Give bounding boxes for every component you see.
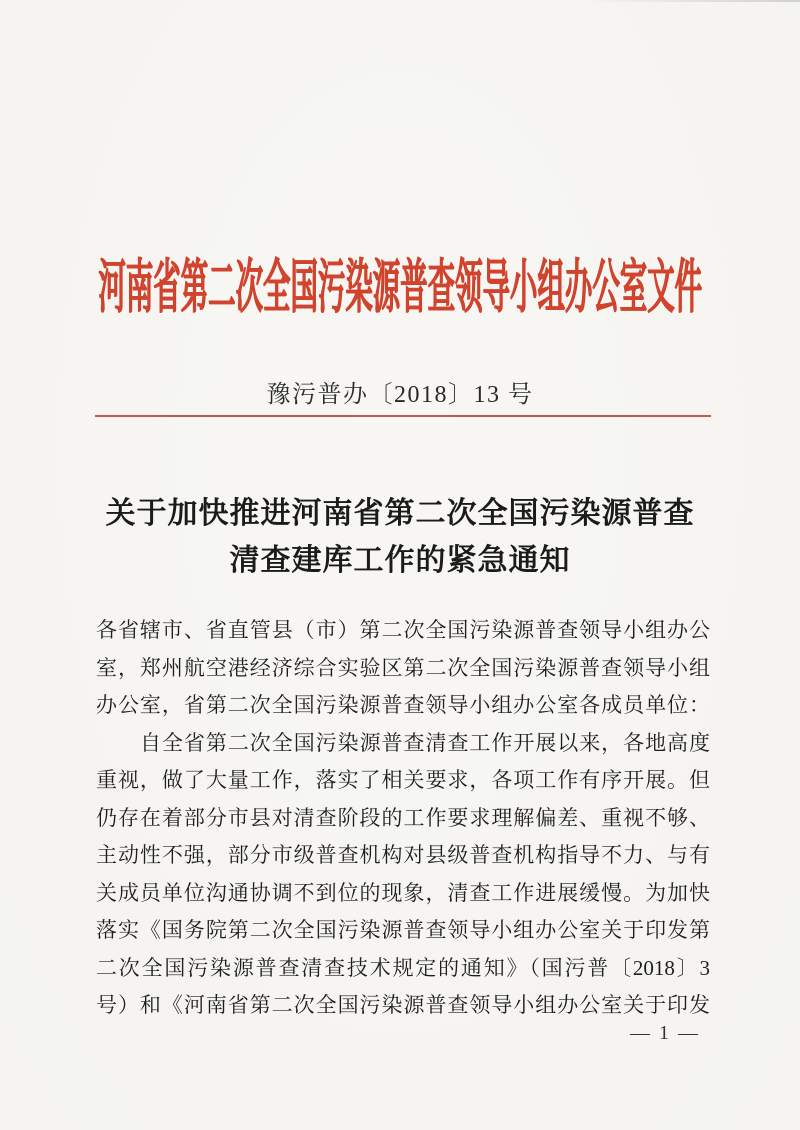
document-title-line-2: 清查建库工作的紧急通知	[229, 544, 571, 577]
red-divider-line	[95, 415, 711, 417]
document-title	[0, 490, 800, 584]
document-number: 豫污普办〔2018〕13 号	[266, 382, 534, 408]
body-line-3: 办公室，省第二次全国污染源普查领导小组办公室各成员单位：	[96, 693, 710, 717]
body-line-4: 自全省第二次全国污染源普查清查工作开展以来，各地高度	[140, 730, 710, 755]
scan-artifact-top-right	[580, 0, 800, 2]
body-line-10: 二次全国污染源普查清查技术规定的通知》（国污普〔2018〕3	[96, 955, 710, 980]
body-line-6: 仍存在着部分市县对清查阶段的工作要求理解偏差、重视不够、	[96, 805, 710, 830]
body-line-7: 主动性不强，部分市级普查机构对县级普查机构指导不力、与有	[96, 843, 710, 867]
body-line-5: 重视，做了大量工作，落实了相关要求，各项工作有序开展。但	[96, 768, 710, 792]
body-line-11: 号）和《河南省第二次全国污染源普查领导小组办公室关于印发	[96, 993, 710, 1017]
document-body	[96, 612, 710, 1025]
page-number: — 1 —	[630, 1022, 700, 1044]
document-title-line-1: 关于加快推进河南省第二次全国污染源普查	[105, 497, 695, 530]
body-line-8: 关成员单位沟通协调不到位的现象，清查工作进展缓慢。为加快	[96, 880, 710, 905]
agency-title: 河南省第二次全国污染源普查领导小组办公室文件	[98, 256, 702, 322]
body-line-2: 室，郑州航空港经济综合实验区第二次全国污染源普查领导小组	[96, 655, 710, 680]
body-line-1: 各省辖市、省直管县（市）第二次全国污染源普查领导小组办公	[96, 618, 710, 642]
red-header-banner	[0, 250, 800, 322]
body-line-9: 落实《国务院第二次全国污染源普查领导小组办公室关于印发第	[96, 918, 710, 942]
